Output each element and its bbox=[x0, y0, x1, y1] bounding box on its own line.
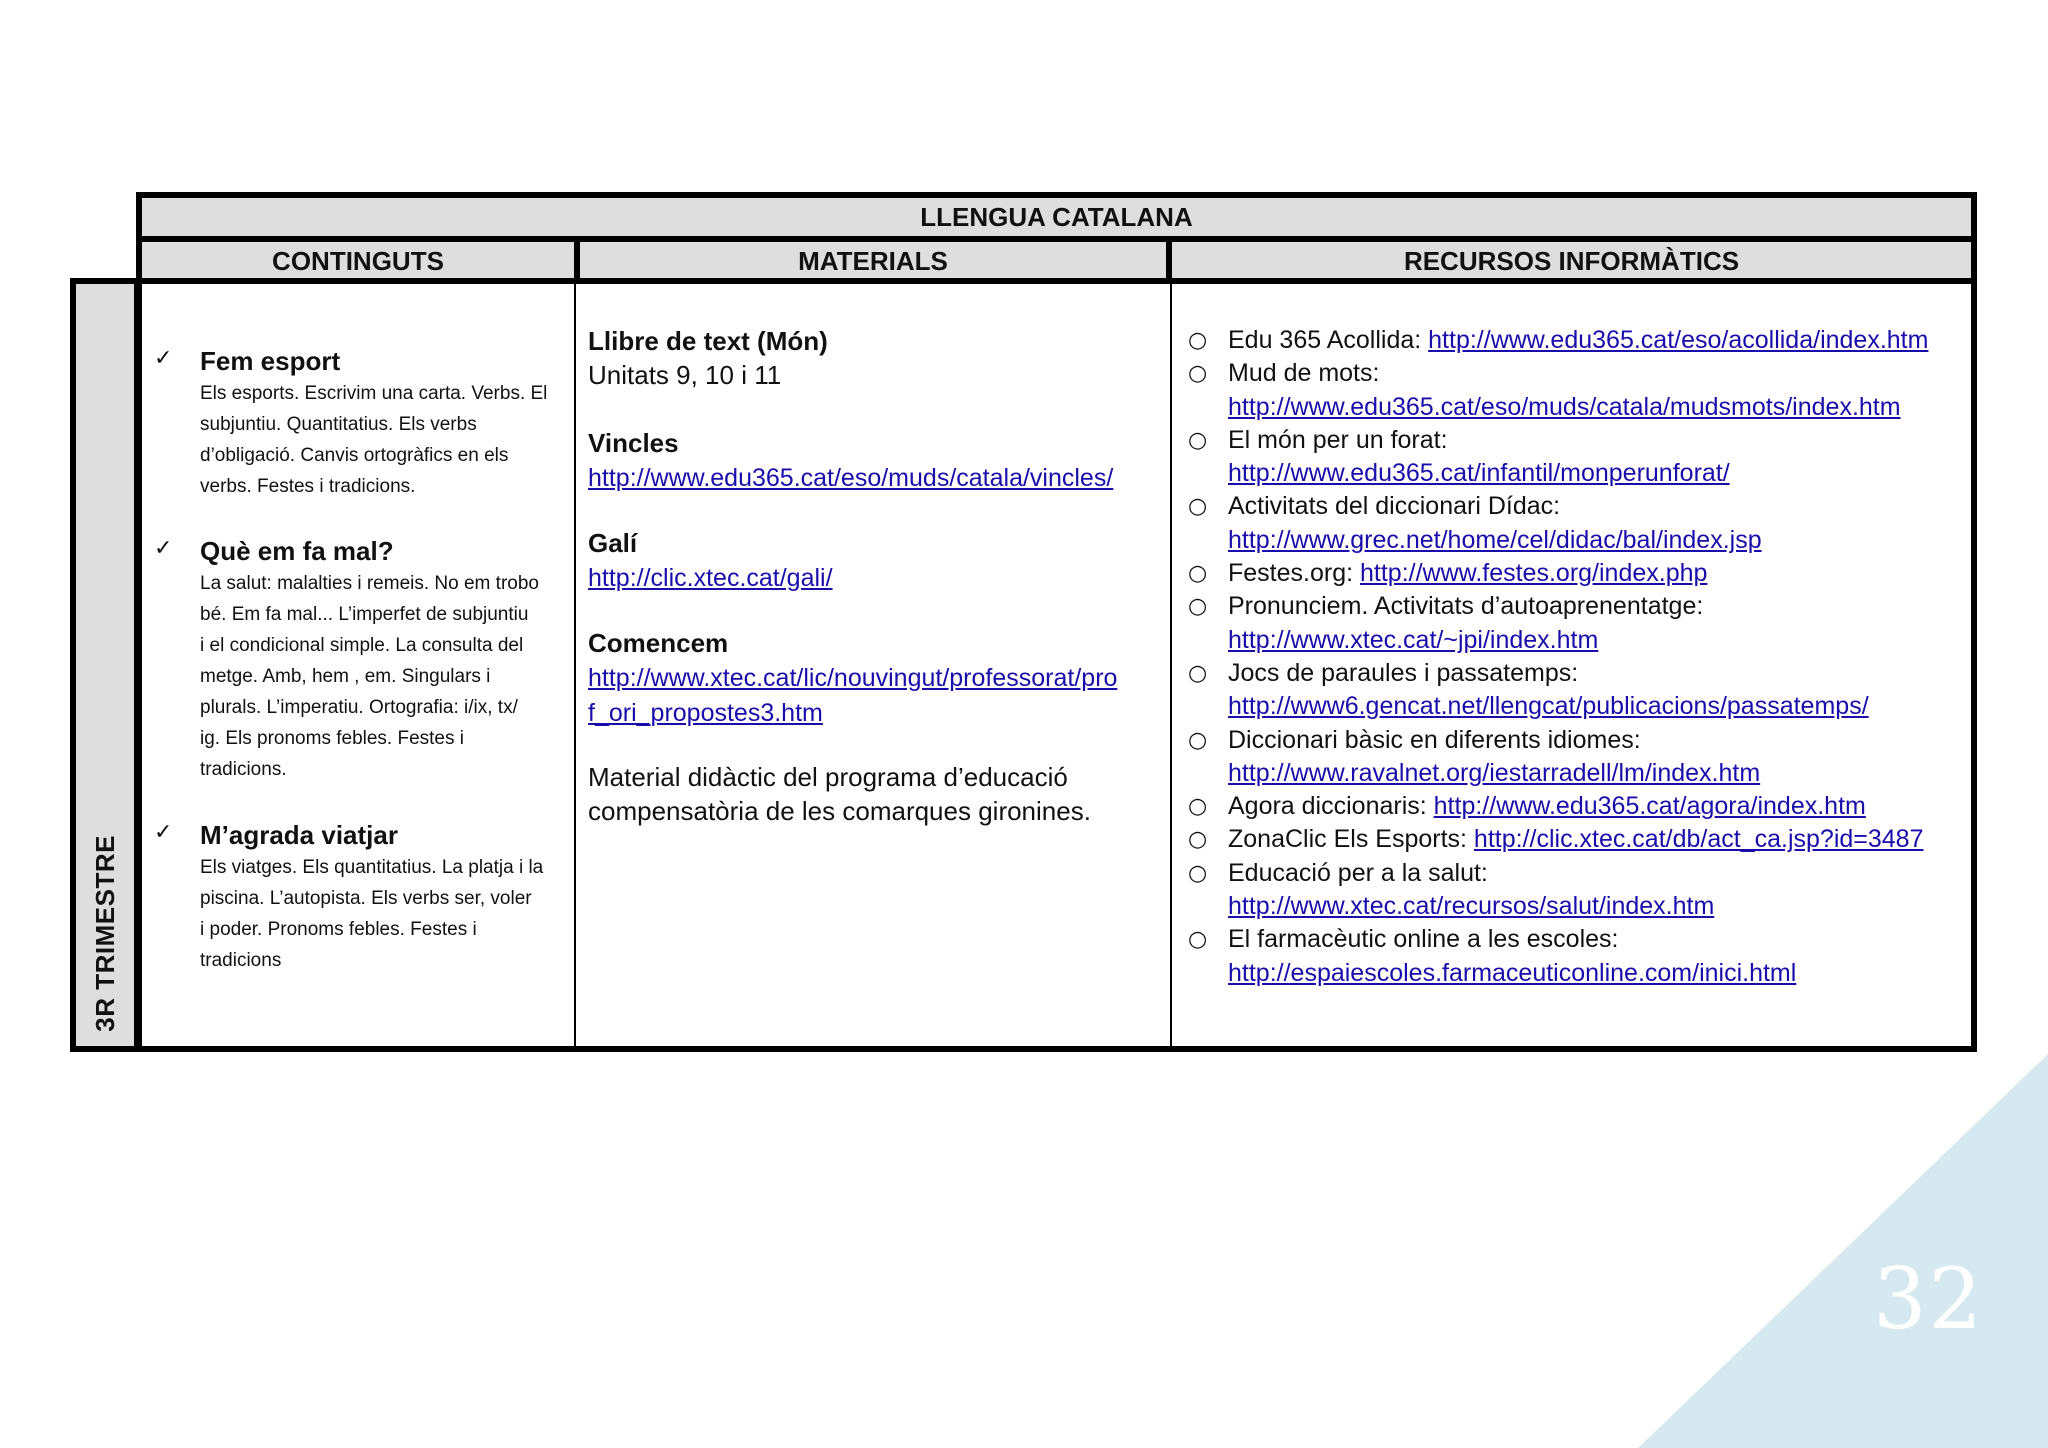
vincles-link[interactable]: http://www.edu365.cat/eso/muds/catala/vincles/ bbox=[588, 464, 1114, 492]
circle-bullet-icon: ○ bbox=[1188, 328, 1208, 353]
resource-item: ○ Jocs de paraules i passatemps: http://www6.gencat.net/llengcat/publicacions/passatemps/ bbox=[1188, 658, 1869, 721]
recursos-cell bbox=[1170, 284, 1971, 1046]
header-recursos: RECURSOS INFORMÀTICS bbox=[1166, 242, 1971, 280]
resource-link[interactable]: http://www6.gencat.net/llengcat/publicacions/passatemps/ bbox=[1228, 692, 1869, 721]
topic-description: La salut: malalties i remeis. No em trobo bé. Em fa mal... L’imperfet de subjuntiu i el condicional simple. La consulta del metge. Amb, hem , em. Singulars i plurals. L’imperatiu. Ortografia: i/ix, tx/ ig. Els pronoms febles. Festes i tradicions. bbox=[200, 573, 539, 780]
material-label: Vincles bbox=[588, 428, 679, 458]
circle-bullet-icon: ○ bbox=[1188, 660, 1208, 686]
page-number: 32 bbox=[1873, 1250, 1984, 1348]
row-label: 3R TRIMESTRE bbox=[89, 835, 120, 1032]
topic-title: M’agrada viatjar bbox=[200, 820, 398, 850]
resource-item: ○ El farmacèutic online a les escoles: http://espaiescoles.farmaceuticonline.com/inici.html bbox=[1188, 925, 1797, 987]
resource-link[interactable]: http://www.festes.org/index.php bbox=[1360, 559, 1708, 588]
resource-link[interactable]: http://www.edu365.cat/eso/muds/catala/mudsmots/index.htm bbox=[1228, 392, 1901, 421]
resource-link[interactable]: http://www.edu365.cat/agora/index.htm bbox=[1433, 792, 1866, 821]
topic-description: Els esports. Escrivim una carta. Verbs. El subjuntiu. Quantitatius. Els verbs d’obligació. Canvis ortogràfics en els verbs. Festes i tradicions. bbox=[200, 383, 548, 497]
table-body-row bbox=[136, 278, 1977, 1052]
circle-bullet-icon: ○ bbox=[1188, 927, 1208, 953]
circle-bullet-icon: ○ bbox=[1188, 561, 1208, 587]
resource-link[interactable]: http://www.xtec.cat/~jpi/index.htm bbox=[1228, 625, 1599, 654]
topic-item bbox=[154, 818, 566, 976]
resource-item: ○ Pronunciem. Activitats d’autoaprenentatge: http://www.xtec.cat/~jpi/index.htm bbox=[1188, 592, 1704, 654]
circle-bullet-icon: ○ bbox=[1188, 794, 1208, 820]
comencem-link[interactable]: http://www.xtec.cat/lic/nouvingut/professorat/pro f_ori_propostes3.htm bbox=[588, 664, 1118, 727]
resource-link[interactable]: http://www.ravalnet.org/iestarradell/lm/index.htm bbox=[1228, 758, 1761, 787]
circle-bullet-icon: ○ bbox=[1188, 727, 1208, 753]
material-llibre bbox=[588, 324, 1162, 392]
material-vincles bbox=[588, 426, 1162, 495]
table-title: LLENGUA CATALANA bbox=[136, 192, 1977, 236]
resource-item: ○ Diccionari bàsic en diferents idiomes: http://www.ravalnet.org/iestarradell/lm/index.htm bbox=[1188, 725, 1761, 787]
circle-bullet-icon: ○ bbox=[1188, 427, 1208, 453]
resource-link[interactable]: http://www.edu365.cat/infantil/monperunforat/ bbox=[1228, 459, 1730, 488]
header-continguts: CONTINGUTS bbox=[272, 245, 444, 276]
checkmark-icon: ✓ bbox=[154, 536, 173, 561]
material-text: Unitats 9, 10 i 11 bbox=[588, 360, 782, 390]
topic-item bbox=[154, 534, 566, 785]
material-comencem bbox=[588, 626, 1162, 730]
resource-item: ○ Edu 365 Acollida: http://www.edu365.cat/eso/acollida/index.htm bbox=[1182, 324, 1961, 357]
resource-item: ○ ZonaClic Els Esports: http://clic.xtec.cat/db/act_ca.jsp?id=3487 bbox=[1182, 823, 1961, 856]
resource-link[interactable]: http://www.edu365.cat/eso/acollida/index.htm bbox=[1428, 326, 1929, 354]
materials-cell bbox=[574, 284, 1170, 1046]
topic-title: Què em fa mal? bbox=[200, 536, 394, 566]
circle-bullet-icon: ○ bbox=[1188, 594, 1208, 620]
resource-item: ○ El món per un forat: http://www.edu365.cat/infantil/monperunforat/ bbox=[1188, 425, 1730, 488]
table-header-row bbox=[136, 236, 1977, 280]
resources-list bbox=[1182, 324, 1961, 990]
resource-item: ○ Agora diccionaris: http://www.edu365.cat/agora/index.htm bbox=[1182, 790, 1961, 823]
checkmark-icon: ✓ bbox=[154, 820, 173, 845]
circle-bullet-icon: ○ bbox=[1188, 494, 1208, 520]
row-label-cell bbox=[70, 278, 140, 1052]
checkmark-icon: ✓ bbox=[154, 346, 173, 371]
topic-description: Els viatges. Els quantitatius. La platja i la piscina. L’autopista. Els verbs ser, voler i poder. Pronoms febles. Festes i tradicions bbox=[200, 857, 544, 971]
circle-bullet-icon: ○ bbox=[1188, 860, 1208, 886]
resource-item: ○ Festes.org: http://www.festes.org/index.php bbox=[1182, 557, 1961, 590]
material-gali bbox=[588, 526, 1162, 595]
resource-link[interactable]: http://espaiescoles.farmaceuticonline.com/inici.html bbox=[1228, 958, 1797, 987]
material-label: Galí bbox=[588, 528, 638, 558]
circle-bullet-icon: ○ bbox=[1188, 827, 1208, 853]
resource-item: ○ Educació per a la salut: http://www.xtec.cat/recursos/salut/index.htm bbox=[1188, 858, 1715, 921]
material-label: Comencem bbox=[588, 628, 729, 658]
material-label: Llibre de text (Món) bbox=[588, 326, 828, 356]
resource-item: ○ Mud de mots: http://www.edu365.cat/eso/muds/catala/mudsmots/index.htm bbox=[1188, 359, 1901, 421]
continguts-cell bbox=[142, 284, 574, 1046]
material-note: Material didàctic del programa d’educació compensatòria de les comarques gironines. bbox=[588, 762, 1091, 826]
topic-item bbox=[154, 344, 566, 502]
resource-link[interactable]: http://clic.xtec.cat/db/act_ca.jsp?id=3487 bbox=[1473, 825, 1924, 854]
gali-link[interactable]: http://clic.xtec.cat/gali/ bbox=[588, 564, 833, 592]
header-materials: MATERIALS bbox=[574, 242, 1166, 280]
resource-link[interactable]: http://www.xtec.cat/recursos/salut/index.htm bbox=[1228, 892, 1715, 921]
resource-link[interactable]: http://www.grec.net/home/cel/didac/bal/index.jsp bbox=[1228, 525, 1762, 554]
resource-item: ○ Activitats del diccionari Dídac: http://www.grec.net/home/cel/didac/bal/index.jsp bbox=[1188, 492, 1762, 554]
circle-bullet-icon: ○ bbox=[1188, 361, 1208, 387]
decorative-corner-triangle bbox=[1638, 1054, 2048, 1448]
topic-title: Fem esport bbox=[200, 346, 341, 376]
